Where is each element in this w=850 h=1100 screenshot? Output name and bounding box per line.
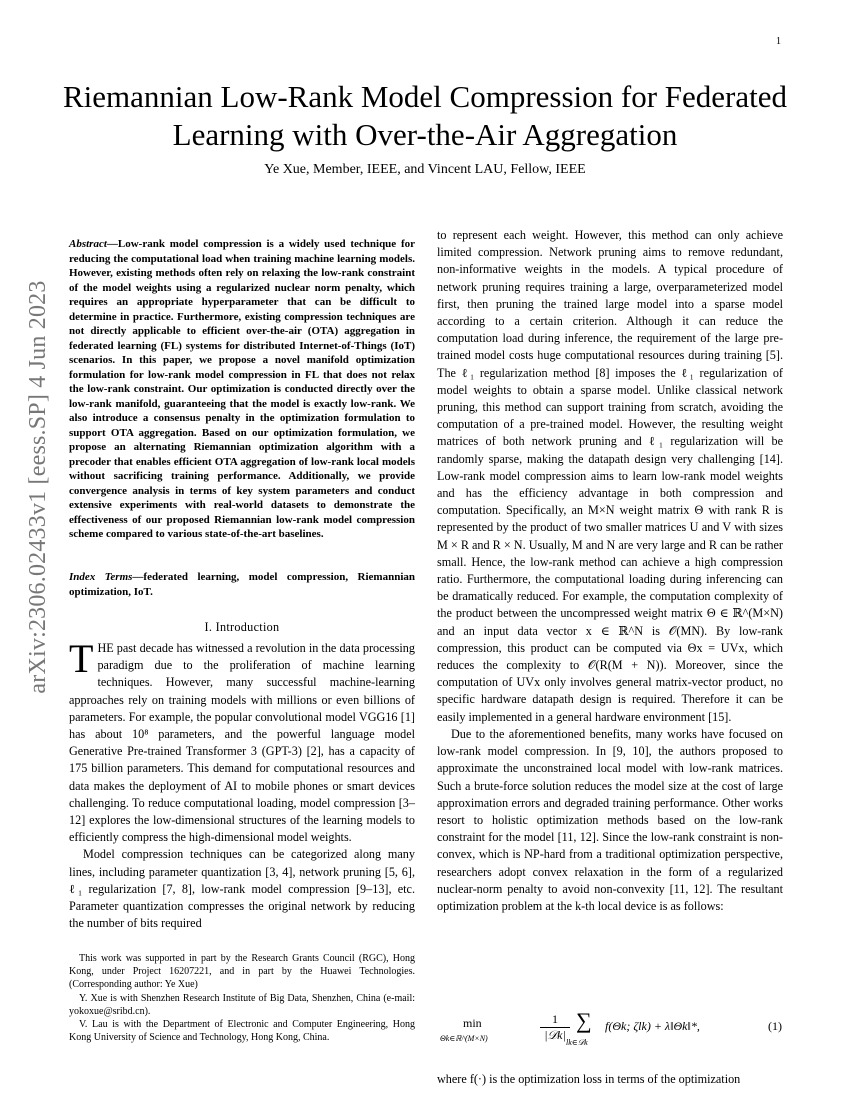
equation-number: (1) — [768, 1019, 782, 1033]
abstract-label: Abstract — [69, 238, 107, 250]
equation-body: f(Θk; ζlk) + λ‖Θk‖*, — [605, 1019, 700, 1033]
index-terms-block — [69, 570, 415, 599]
right-paragraph-3: where f(·) is the optimization loss in terms of the optimization — [437, 1072, 741, 1086]
footnote-author-lau: V. Lau is with the Department of Electronic and Computer Engineering, Hong Kong University of Science and Technology, Hong Kong, China. — [69, 1019, 415, 1044]
equation-sum-subscript: lk∈𝒟k — [566, 1038, 588, 1047]
introduction-body — [69, 636, 415, 932]
equation-min-subscript: Θk∈ℝ^(M×N) — [440, 1034, 488, 1043]
section-heading-introduction: I. Introduction — [204, 620, 280, 634]
page-number: 1 — [776, 36, 781, 47]
equation-1 — [440, 1008, 784, 1060]
right-paragraph-2: Due to the aforementioned benefits, many works have focused on low-rank model compression. In [9, 10], the authors proposed to approximate the unconstrained local model with low-rank matrices. Such a brute-force solution reduces the model size at the cost of large approximation errors and degraded training performance. Other works resort to holistic optimization methods based on the low-rank constraint for the model [11, 12]. Since the low-rank constraint is non-convex, which is NP-hard from a traditional optimization perspective, researchers adopt convex relaxation in the form of a regularized nuclear-norm penalty to avoid non-convexity [11, 12]. The resultant optimization problem at the k-th local device is as follows: — [437, 726, 783, 913]
right-column-body — [437, 227, 783, 915]
paper-title: Riemannian Low-Rank Model Compression for Federated Learning with Over-the-Air Aggregation — [62, 79, 788, 152]
intro-paragraph-2: Model compression techniques can be categorized along many lines, including parameter quantization [3, 4], network pruning [5, 6], ℓ₁ regularization [7, 8], low-rank model compression [9–13], etc. Parameter quantization compresses the original network by reducing the number of bits required — [69, 847, 415, 931]
author-line: Ye Xue, Member, IEEE, and Vincent LAU, Fellow, IEEE — [264, 162, 586, 177]
abstract-text: —Low-rank model compression is a widely used technique for reducing the computational load when training machine learning models. However, existing methods often rely on relaxing the low-rank constraint of the model weights using a regularized nuclear norm penalty, which requires an appropriate hyperparameter that can be difficult to determine in practice. Furthermore, existing compression techniques are not directly applicable to efficient over-the-air (OTA) aggregation in federated learning (FL) systems for distributed Internet-of-Things (IoT) scenarios. In this paper, we propose a novel manifold optimization formulation for low-rank model compression in FL that does not relax the low-rank constraint. Our optimization is conducted directly over the low-rank manifold, guaranteeing that the model is exactly low-rank. We also introduce a consensus penalty in the optimization formulation to support OTA aggregation. Based on our optimization formulation, we propose an alternating Riemannian optimization algorithm with a precoder that enables efficient OTA aggregation of low-rank local models without sacrificing training performance. Additionally, we provide convergence analysis in terms of key system parameters and conduct extensive experiments with real-world datasets to demonstrate the effectiveness of our proposed Riemannian low-rank model compression scheme compared to various state-of-the-art baselines. — [69, 238, 415, 540]
footnote-funding: This work was supported in part by the Research Grants Council (RGC), Hong Kong, under Project 16207221, and in part by the Huawei Technologies. (Corresponding author: Ye Xue) — [69, 953, 415, 991]
equation-fraction-numerator: 1 — [540, 1012, 570, 1028]
drop-cap-letter: T — [69, 636, 94, 681]
footnote-author-xue: Y. Xue is with Shenzhen Research Institute of Big Data, Shenzhen, China (e-mail: yokoxue@sribd.cn). — [69, 992, 415, 1017]
equation-fraction-denominator: |𝒟k| — [544, 1028, 566, 1042]
index-terms-label: Index Terms — [69, 571, 133, 583]
intro-paragraph-1-text: HE past decade has witnessed a revolution in the data processing paradigm due to the proliferation of machine learning techniques. However, many successful machine-learning approaches rely on training models with millions or even billions of parameters. For example, the popular convolutional model VGG16 [1] has about 10⁸ parameters, and the powerful language model Generative Pre-trained Transformer 3 (GPT-3) [2], has a capacity of 175 billion parameters. This demand for computational resources and data makes the deployment of AI to mobile phones or smart devices challenging. To reduce computational loading, model compression [3–12] explores the low-dimensional structures of the learning models to efficiently compress the high-dimensional model weights. — [69, 641, 415, 845]
intro-paragraph-1 — [69, 636, 415, 846]
arxiv-identifier-stamp: arXiv:2306.02433v1 [eess.SP] 4 Jun 2023 — [25, 280, 51, 694]
right-paragraph-1: to represent each weight. However, this method can only achieve limited compression. Network pruning aims to remove redundant, non-informative weights in the models. A typical procedure of network pruning requires training a large, overparameterized model first, then pruning the trained large model into a sparse model according to a certain criterion. Although it can reduce the computation load during inference, the requirement of the large pre-trained model costs huge computational resources during training [5]. The ℓ₁ regularization method [8] imposes the ℓ₁ regularization of model weights to obtain a sparse model. Unlike classical network pruning, this method can support training from scratch, avoiding the computation of a pre-trained model. However, the resulting weight matrices of both network pruning and ℓ₁ regularization will be randomly sparse, making the datapath design very challenging [14]. Low-rank model compression aims to learn low-rank model weights and has the efficiency advantage in both compression and computation. Specifically, an M×N weight matrix Θ with rank R is represented by the product of two smaller matrices U and V with sizes M × R and R × N. Usually, M and N are very large and R can be rather small. Hence, the low-rank method can achieve a high compression ratio. Furthermore, the computational loading during inferencing can be dramatically reduced. For example, the computation complexity of the product between the uncompressed weight matrix Θ ∈ ℝ^(M×N) and an input data vector x ∈ ℝ^N is 𝒪(MN). By low-rank compression, this product can be computed via Θx = UVx, which reduces the complexity to 𝒪(R(M + N)). Moreover, since the computation of UVx only involves general matrix-vector product, no specific hardware datapath design is required. Therefore it can be easily implemented in a general hardware environment [15]. — [437, 228, 783, 724]
equation-min-operator: min — [463, 1016, 482, 1030]
footnote-block — [69, 952, 415, 1044]
abstract-block — [69, 237, 415, 542]
equation-sum-symbol: ∑ — [576, 1008, 592, 1033]
index-terms-text: —federated learning, model compression, Riemannian optimization, IoT. — [69, 571, 415, 598]
